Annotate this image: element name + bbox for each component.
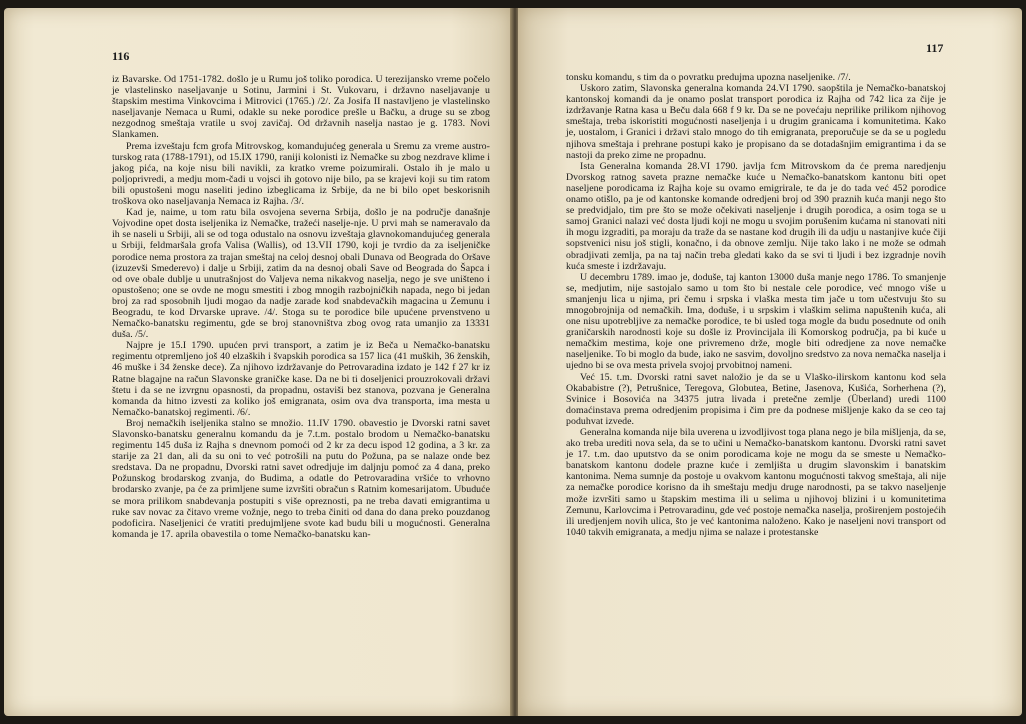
right-paragraph-1: tonsku komandu, s tim da o povratku predujma upozna naseljenike. /7/. xyxy=(566,72,851,83)
right-paragraph-4: U decembru 1789. imao je, doduše, taj kanton 13000 duša manje nego 1786. To smanjenje se, medjutim, nije sastojalo samo u tom što bi nestale cele porodice, već mnogo više u smanjenju lica u njima, pri čemu i srpska i vlaška mesta tim jače u tom učestvuju što su mnogobrojnija od nemačkih. Ima, doduše, i u srpskim i vlaškim selima napuštenih kuća, ali one nisu upotrebljive za nemačke porodice, te bi usled toga mogle da budu posednute od onih graničarskih narodnosti koje su došle iz Provincijala ili Komorskog područja, pa bi kuće u nemačkim mestima, koje one privremeno drže, mogle biti odredjene za nove nemačke naseljenike. To bi moglo da bude, iako ne sasvim, dovoljno sredstvo za nova nemačka naselja i ujedno bi se ova mesta privela svojoj prvobitnoj nameni. xyxy=(566,271,946,372)
right-paragraph-2: Uskoro zatim, Slavonska generalna komanda 24.VI 1790. saopštila je Nemačko-banatskoj kantonskoj komandi da je onamo poslat transport porodica iz Rajha od 742 lica za čije je izdržavanje Ratna kasa u Beču dala 668 f 9 kr. Da se ne povećaju neprilike prilikom njihovog smeštaja, treba iskoristiti mogućnosti naseljenja i u drugim granicama i komunitetima. Kako je, uostalom, i Granici i državi stalo mnogo do tih emigranata, preporučuje se da se u pogledu njihova smeštaja i prehrane postupi kako je propisano da se dotadašnjim emigrantima i da se nastoji da preko zime ne propadnu. xyxy=(566,83,946,161)
left-paragraph-5: Broj nemačkih iseljenika stalno se množio. 11.IV 1790. obavestio je Dvorski ratni savet Slavonsko-banatsku generalnu komandu da je 7.t.m. postalo brodom u Nemačko-banatsku regimentu 145 duša iz Rajha s dnevnom pomoći od 2 kr za decu ispod 12 godina, a 3 kr. za starije za 21 dan, ali da su oni to već potrošili na putu do Požuna, pa se nalaze onde bez sredstava. Da ne propadnu, Dvorski ratni savet odredjuje im daljnju pomoć za 4 dana, preko Požunskog brodarskog zvanja, do Budima, a odatle do Petrovaradina vršiće to vrhovno brodarsko zvanje, pa će za primljene sume izvršiti obračun s Ratnim komesarijatom. Ubuduće se mora prilikom snabdevanja postupiti s više opreznosti, pa ne treba davati emigrantima u ruke sav novac za čitavo vreme vožnje, nego to treba činiti od dana do dana preko pouzdanog podoficira. Naseljenici će vratiti predujmljene svote kad budu bili u mogućnosti. Generalna komanda je 17. aprila obavestila o tome Nemačko-banatsku kan- xyxy=(112,417,490,540)
right-paragraph-5: Već 15. t.m. Dvorski ratni savet naložio je da se u Vlaško-ilirskom kantonu kod sela Okababistre (?), Petrušnice, Teregova, Globutea, Betine, Jasenova, Kušića, Sorherhena (?), Svinice i Bosovića na 34375 jutra livada i pretečne zemlje (Überland) uredi 1100 domaćinstava prema odredjenim propisima i čim pre da podnese mišljenje kako da se ceo taj poduhvat izvede. xyxy=(566,371,946,427)
right-page-text xyxy=(566,72,946,538)
right-page xyxy=(518,8,1022,716)
page-number-left: 116 xyxy=(112,49,130,63)
left-page xyxy=(4,8,512,716)
left-paragraph-4: Najpre je 15.I 1790. upućen prvi transport, a zatim je iz Beča u Nemačko-banatsku regimentu otpremljeno još 40 elzaških i švapskih porodica sa 157 lica (41 muških, 36 ženskih, 46 muške i 34 ženske dece). Za njihovo izdržavanje do Petrovaradina izdato je 142 f 27 kr iz Ratne blagajne na račun Slavonske graničke kase. Da ne bi ti doseljenici prouzrokovali državi štetu i da se ne izvrgnu opasnosti, da propadnu, ostaviši bez stanova, pozvana je Generalna komanda da hitno izvesti za koliko još emigranata, osim ova dva transporta, ima mesta u Nemačko-banatskoj regimenti. /6/. xyxy=(112,340,490,418)
right-paragraph-3: Ista Generalna komanda 28.VI 1790. javlja fcm Mitrovskom da će prema naredjenju Dvorskog ratnog saveta prazne nemačke kuće u Nemačko-banatskom kantonu biti opet naseljene porodicama iz Rajha koje su ovamo emigrirale, te da je do tada već 452 porodice onamo otišlo, pa je od kantonske komande odredjeni broj od 390 praznih kuća manji nego što se predvidjalo, tim pre što se može očekivati naseljenje i drugih porodica, a osim toga se u samoj Granici nalazi već dosta ljudi koji ne mogu u svojim porušenim kućama ni stanovati niti ih mogu izgraditi, pa moraju da traže da se nastane kod drugih ili da udju u nastanjive kuće čiji sopstvenici nisu još stigli, konačno, i da obnove zemlju. Nije tako lako i ne može se odmah obradjivati zemlja, pa na taj način treba gledati kako da se svi ti ljudi i bez izgradnje novih kuća smeste i izdržavaju. xyxy=(566,160,946,272)
left-paragraph-1: iz Bavarske. Od 1751-1782. došlo je u Rumu još toliko porodica. U terezijansko vreme počelo je vlastelinsko naseljavanje u Sotinu, Jarmini i St. Vukovaru, i državno naseljavanje u štapskim mestima Vinkovcima i Mitrovici (1765.) /2/. Za Josifa II nastavljeno je vlastelinsko naseljavanje Nemaca u Rumi, odakle su neke porodice prešle u Bačku, a druge su se zbog nezgodnog smeštaja vratile u svoj zavičaj. Od državnih naselja nastao je g. 1783. Novi Slankamen. xyxy=(112,74,490,141)
right-paragraph-6: Generalna komanda nije bila uverena u izvodljivost toga plana nego je bila mišljenja, da se, ako treba urediti nova sela, da se to učini u Nemačko-banatskom kantonu. Dvorski ratni savet je 17. t.m. dao uputstvo da se onim porodicama koje ne mogu da se smeste u Nemačko-banatskom kantonu dodele prazne kuće i zemljišta u drugim slavonskim i banatskim kantonima. Nema sumnje da postoje u ovakvom kantonu mogućnosti takvog smeštaja, ali nije za nemačke porodice korisno da ih smeštaju medju druge narodnosti, pa se takvo naseljenje može izvršiti samo u štapskim mestima ili u selima u njihovoj blizini i u komunitetima Zemunu, Karlovcima i Petrovaradinu, gde već postoje nemačka naselja, proširenjem postojećih ili uredjenjem novih ulica, što je već kantonima naloženo. Kako je naseljeni novi transport od 1040 takvih emigranata, a medju njima se nalaze i protestanske xyxy=(566,427,946,538)
left-page-text xyxy=(112,74,490,540)
left-paragraph-2: Prema izveštaju fcm grofa Mitrovskog, komandujućeg generala u Sremu za vreme austro-turskog rata (1788-1791), od 15.IX 1790, raniji kolonisti iz Nemačke su zbog nezdrave klime i jakog pića, na koje nisu bili navikli, za kratko vreme poizumirali. Ostalo ih je malo u poljoprivredi, a medju mom-čadi u vojsci ih gotovo nije bilo, pa se krajevi koji su tim ratom bili opustošeni mogu naseliti jedino izbeglicama iz Srbije, da ne bi bilo opet beskorisnih troškova oko naseljavanja Nemaca iz Rajha. /3/. xyxy=(112,140,490,208)
page-number-right: 117 xyxy=(926,41,944,55)
left-paragraph-3: Kad je, naime, u tom ratu bila osvojena severna Srbija, došlo je na područje današnje Vojvodine opet dosta iseljenika iz Nemačke, tražeći naselje-nje. U prvi mah se nameravalo da ih se naseli u Srbiji, ali se od toga odustalo na osnovu izveštaja glavnokomandujućeg generala u Srbiji, feldmaršala grofa Valisa (Wallis), od 13.VII 1790, koji je tvrdio da za iseljeničke porodice nema prostora za trajan smeštaj na celoj desnoj obali Dunava od Beograda do Oršave (izuzevši Smederevo) i dalje u Srbiji, zatim da na desnoj obali Save od Beograda do Šapca i od ove obale dublje u unutrašnjost do Valjeva nema nikakvog naselja, nego je sve uništeno i opustošeno; one se ovde ne mogu smestiti i zbog mnogih razbojničkih napada, nego bi jedan broj za rad sposobnih ljudi mogao da nadje zarade kod snabdevačkih magacina u Zemunu i Beogradu, te kod Drvarske uprave. /4/. Stoga su te porodice bile upućene prvenstveno u Nemačko-banatsku regimentu, gde se broj stanovništva zbog ovog rata umanjio za 13331 duša. /5/. xyxy=(112,207,490,341)
